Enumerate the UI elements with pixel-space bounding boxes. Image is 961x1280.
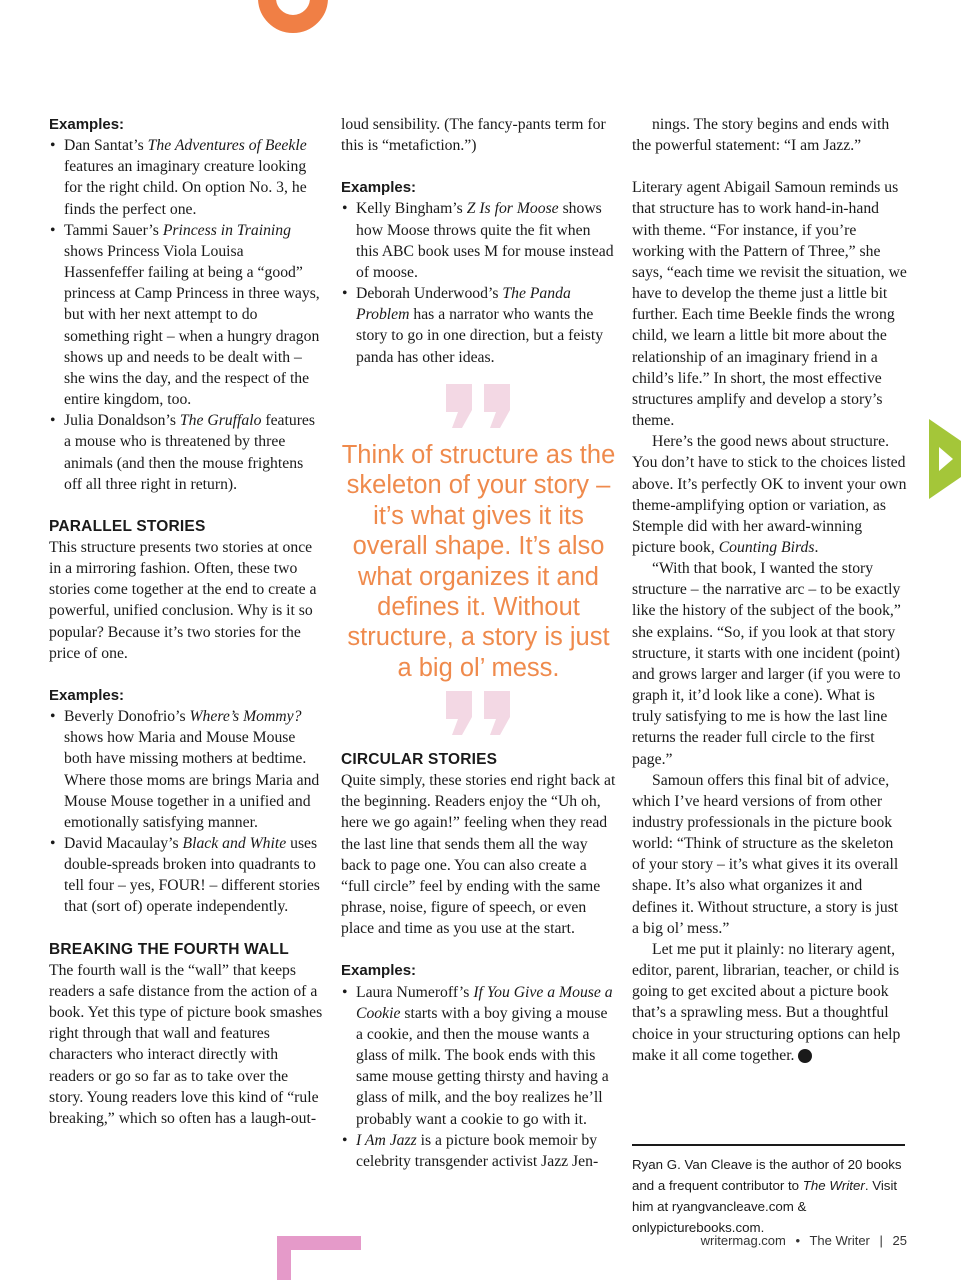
magazine-name: The Writer — [802, 1178, 865, 1193]
footer-bullet: • — [795, 1233, 801, 1248]
page-footer — [640, 1233, 907, 1248]
body-paragraph: The fourth wall is the “wall” that keeps readers a safe distance from the action of a book. Yet this type of picture book smashes right through that wall and features characters who interact directly with readers or go so far as to take over the story. Young readers love this kind of “rule breaking,” which so often has a laugh-out- — [49, 961, 323, 1127]
list-item: • Kelly Bingham’s Z Is for Moose shows how Moose throws quite the fit when this ABC book uses M for mouse instead of moose. — [341, 198, 616, 283]
body-paragraph: “With that book, I wanted the story structure – the narrative arc – to be exactly like the history of the subject of the book,” she explains. “So, if you look at that story structure, it starts with one incident (point) and grows larger and larger (if you were to graph it, it’d look like a cone). What is truly satisfying to me is how the last line returns the reader full circle to the first page.” — [632, 560, 901, 768]
page-number: 25 — [892, 1233, 907, 1248]
orange-ring-decoration — [255, 0, 335, 46]
bio-divider — [632, 1144, 905, 1146]
column-right — [632, 114, 907, 1066]
examples-list — [341, 198, 616, 367]
column-middle-lower — [341, 749, 616, 1172]
examples-label: Examples: — [341, 962, 417, 980]
pull-quote — [341, 384, 616, 735]
list-item: • Beverly Donofrio’s Where’s Mommy? shows how Maria and Mouse Mouse both have missing mothers at bedtime. Where those moms are brings Maria and Mouse Mouse together in a unified and emotionally satisfying manner. — [49, 706, 323, 833]
body-paragraph: Samoun offers this final bit of advice, which I’ve heard versions of from other industry professionals in the picture book world: “Think of structure as the skeleton of your story – it’s what gives it its overall shape. It’s also what organizes it and defines it. Without structure, a story is just a big ol’ mess.” — [632, 771, 899, 937]
close-quote-icon — [442, 691, 516, 735]
examples-label: Examples: — [341, 179, 417, 197]
column-middle — [341, 114, 616, 368]
footer-magazine: The Writer — [809, 1233, 870, 1248]
pull-quote-text: Think of structure as the skeleton of your story – it’s what gives it its overall shape. It’s also what organizes it and defines it. Without structure, a story is just a big ol’ mess. — [341, 441, 616, 682]
body-paragraph: Here’s the good news about structure. You don’t have to stick to the choices listed above. It’s perfectly OK to invent your own theme-amplifying option or variation, as Stemple did with her award-winning picture book, Counting Birds. — [632, 433, 907, 556]
list-item: • David Macaulay’s Black and White uses double-spreads broken into quadrants to tell four – yes, FOUR! – different stories that (sort of) operate independently. — [49, 833, 323, 918]
section-heading-circular-stories: CIRCULAR STORIES — [341, 751, 498, 768]
book-title: If You Give a Mouse a Cookie — [356, 983, 613, 1022]
examples-label: Examples: — [49, 686, 125, 704]
book-title: The Panda Problem — [356, 285, 571, 324]
list-item: • I Am Jazz is a picture book memoir by celebrity transgender activist Jazz Jen- — [341, 1130, 616, 1172]
book-title: Black and White — [182, 835, 287, 852]
book-title: Where’s Mommy? — [189, 708, 302, 726]
green-triangle-tab-decoration — [929, 419, 961, 499]
body-paragraph: Quite simply, these stories end right back at the beginning. Readers enjoy the “Uh oh, here we go again!” feeling when they read the last line that sends them all the way back to page one. You can also create a “full circle” feel by ending with the same phrase, noise, figure of speech, or even place and time as you use at the start. — [341, 772, 616, 938]
column-left — [49, 114, 323, 1129]
list-item: • Tammi Sauer’s Princess in Training shows Princess Viola Louisa Hassenfeffer failing at being a “good” princess at Camp Princess in three ways, but with her next attempt to do something right – when a hungry dragon shows up and needs to be dealt with – she wins the day, and the respect of the entire kingdom, too. — [49, 220, 323, 410]
examples-list — [49, 706, 323, 918]
footer-site: writermag.com — [700, 1233, 786, 1248]
section-heading-parallel-stories: PARALLEL STORIES — [49, 517, 206, 535]
book-title: Princess in Training — [162, 221, 291, 239]
section-heading-fourth-wall: BREAKING THE FOURTH WALL — [49, 940, 289, 958]
body-paragraph: loud sensibility. (The fancy-pants term for this is “metafiction.”) — [341, 116, 606, 155]
pink-bracket-decoration — [277, 1236, 361, 1280]
list-item: • Julia Donaldson’s The Gruffalo features a mouse who is threatened by three animals (and then the mouse frightens off all three right in return). — [49, 410, 323, 495]
examples-list — [49, 135, 323, 495]
body-paragraph: nings. The story begins and ends with the powerful statement: “I am Jazz.” — [632, 116, 890, 155]
body-paragraph: Let me put it plainly: no literary agent, editor, parent, librarian, teacher, or child is going to get excited about a picture book that’s a sprawling mess. But a thoughtful choice in your structuring options can help make it all come together. W — [632, 940, 901, 1064]
examples-label: Examples: — [49, 116, 125, 133]
author-name: Ryan G. Van Cleave — [632, 1157, 753, 1172]
list-item: • Deborah Underwood’s The Panda Problem has a narrator who wants the story to go in one direction, but a feisty panda has other ideas. — [341, 283, 616, 368]
list-item: • Dan Santat’s The Adventures of Beekle features an imaginary creature looking for the right child. On option No. 3, he finds the perfect one. — [49, 135, 323, 220]
book-title: Counting Birds — [718, 538, 815, 556]
book-title: Z Is for Moose — [466, 200, 559, 218]
author-bio: Ryan G. Van Cleave is the author of 20 books and a frequent contributor to The Writer. Visit him at ryangvancleave.com & onlypicturebooks.com. — [632, 1157, 902, 1235]
examples-list — [341, 982, 616, 1172]
footer-divider: | — [879, 1233, 883, 1248]
list-item: • Laura Numeroff’s If You Give a Mouse a Cookie starts with a boy giving a mouse a cookie, and then the mouse wants a glass of milk. The book ends with this same mouse getting thirsty and having a glass of milk, and the boy realizes he’ll probably want a cookie to go with it. — [341, 982, 616, 1130]
writer-logo-end-mark-icon: W — [798, 1049, 812, 1063]
body-paragraph: This structure presents two stories at once in a mirroring fashion. Often, these two stories come together at the end to create a powerful, unified conclusion. Why is it so popular? Because it’s two stories for the price of one. — [49, 538, 317, 662]
open-quote-icon — [442, 384, 516, 428]
body-paragraph: Literary agent Abigail Samoun reminds us that structure has to work hand-in-hand with theme. “For instance, if you’re working with the Pattern of Three,” she says, “each time we revisit the situation, we have to develop the theme just a little bit further. Each time Beekle finds the wrong child, we learn a little bit more about the relationship of an imaginary friend in a child’s life.” In short, the most effective structures amplify and develop a story’s theme. — [632, 179, 907, 430]
book-title: I Am Jazz — [356, 1131, 417, 1149]
book-title: The Gruffalo — [179, 412, 262, 430]
book-title: The Adventures of Beekle — [147, 137, 307, 155]
